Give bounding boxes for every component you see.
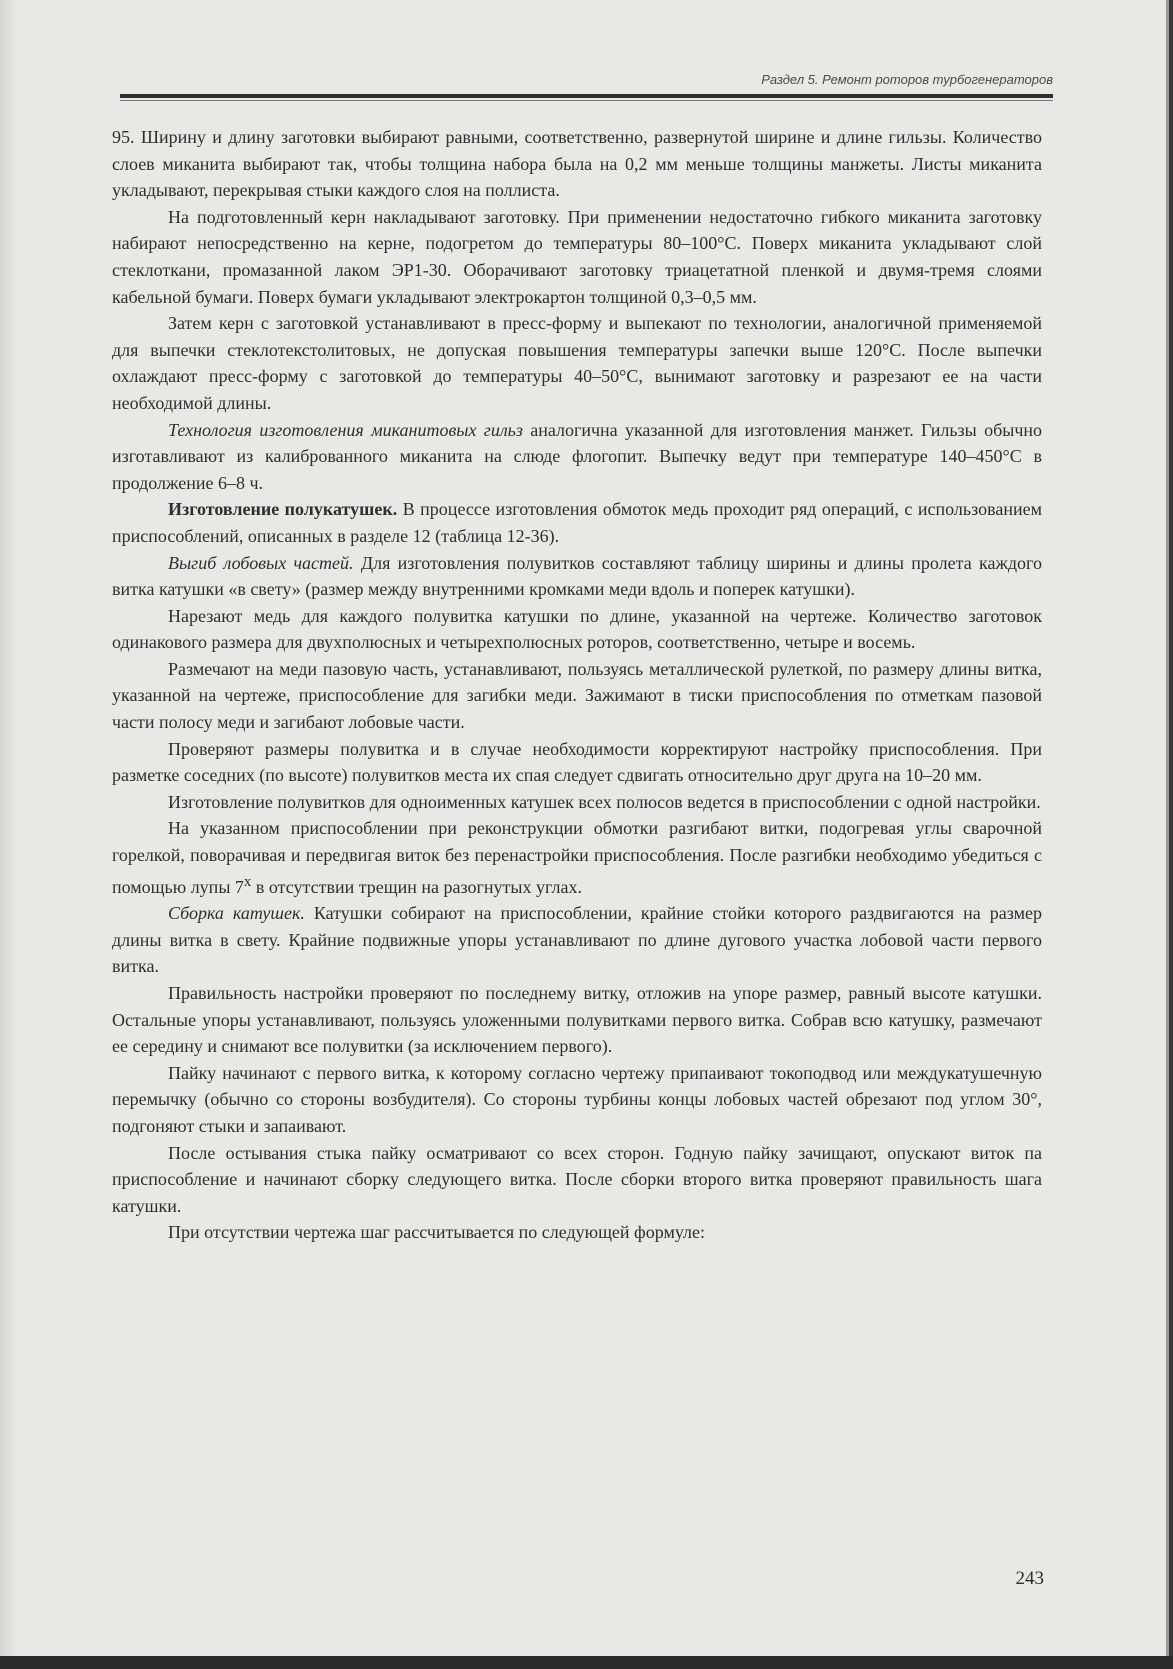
running-header bbox=[120, 60, 1053, 104]
paragraph bbox=[112, 1219, 1042, 1246]
header-rule-thin bbox=[120, 100, 1053, 101]
paragraph-text: аналогична указанной для изготовления манжет. Гильзы обычно изготавливают из калиброванного миканита на слюде флогопит. Выпечку ведут при температуре 140–450°С в продолжение 6–8 ч. bbox=[112, 419, 1043, 493]
magnification-superscript: x bbox=[243, 873, 252, 890]
paragraph-text: В процессе изготовления обмоток медь проходит ряд операций, с использованием приспособлений, описанных в разделе 12 (таблица 12-36). bbox=[112, 499, 1042, 546]
binding-shadow bbox=[0, 0, 18, 1656]
paragraph bbox=[112, 310, 1042, 416]
paragraph-text: Нарезают медь для каждого полувитка катушки по длине, указанной на чертеже. Количество заготовок одинакового размера для двухполюсных и четырехполюсных роторов, соответственно, четыре и восемь. bbox=[112, 605, 1042, 653]
paragraph-lead-italic: Выгиб лобовых частей. bbox=[168, 552, 354, 573]
paragraph-text: На подготовленный керн накладывают заготовку. При применении недостаточно гибкого миканита заготовку набирают непосредственно на керне, подогретом до температуры 80–100°С. Поверх миканита укладывают слой стеклоткани, промазанной лаком ЭР1-30. Оборачивают заготовку триацетатной пленкой и двумя-тремя слоями кабельной бумаги. Поверх бумаги укладывают электрокартон толщиной 0,3–0,5 мм. bbox=[112, 206, 1042, 307]
header-rule bbox=[120, 94, 1053, 98]
paragraph-text: Катушки собирают на приспособлении, крайние стойки которого раздвигаются на размер длины витка в свету. Крайние подвижные упоры устанавливают по длине дугового участка лобовой части первого витка. bbox=[112, 903, 1042, 977]
paragraph bbox=[112, 124, 1042, 204]
paragraph-text-tail: в отсутствии трещин на разогнутых углах. bbox=[251, 876, 582, 897]
paragraph bbox=[112, 815, 1042, 900]
paragraph-text: Пайку начинают с первого витка, к которому согласно чертежу припаивают токоподвод или междукатушечную перемычку (обычно со стороны возбудителя). Со стороны турбины концы лобовых частей обрезают под углом 30°, подгоняют стыки и запаивают. bbox=[112, 1062, 1042, 1136]
paragraph-lead-italic: Технология изготовления миканитовых гильз bbox=[168, 419, 523, 440]
paragraph bbox=[112, 550, 1042, 603]
scan-bottom-edge bbox=[0, 1656, 1173, 1669]
paragraph-text: Затем керн с заготовкой устанавливают в пресс-форму и выпекают по технологии, аналогичной применяемой для выпечки стеклотекстолитовых, не допуская повышения температуры запечки выше 120°С. После выпечки охлаждают пресс-форму с заготовкой до температуры 40–50°С, вынимают заготовку и разрезают ее на части необходимой длины. bbox=[112, 313, 1042, 413]
paragraph-text: Изготовление полувитков для одноименных катушек всех полюсов ведется в приспособлении с одной настройки. bbox=[168, 791, 1041, 812]
paragraph bbox=[112, 736, 1042, 789]
paragraph bbox=[112, 496, 1042, 549]
paragraph bbox=[112, 417, 1042, 497]
paragraph-text: Правильность настройки проверяют по последнему витку, отложив на упоре размер, равный высоте катушки. Остальные упоры устанавливают, пользуясь уложенными полувитками первого витка. Собрав всю катушку, размечают ее середину и снимают все полувитки (за исключением первого). bbox=[112, 983, 1042, 1057]
paragraph bbox=[112, 980, 1042, 1060]
page-body bbox=[112, 124, 1042, 1246]
paragraph bbox=[112, 1140, 1042, 1220]
paragraph bbox=[112, 900, 1042, 980]
running-title: Раздел 5. Ремонт роторов турбогенераторов bbox=[761, 72, 1053, 87]
page-number: 243 bbox=[1015, 1568, 1044, 1589]
paragraph-text: Размечают на меди пазовую часть, устанавливают, пользуясь металлической рулеткой, по размеру длины витка, указанной на чертеже, приспособление для загибки меди. Зажимают в тиски приспособления по отметкам пазовой части полосу меди и загибают лобовые части. bbox=[112, 658, 1042, 733]
paragraph bbox=[112, 789, 1042, 816]
paragraph bbox=[112, 603, 1042, 656]
paragraph-lead-bold: Изготовление полукатушек. bbox=[168, 499, 398, 520]
paragraph bbox=[112, 204, 1042, 310]
paragraph-text: 95. Ширину и длину заготовки выбирают равными, соответственно, развернутой ширине и длине гильзы. Количество слоев миканита выбирают так, чтобы толщина набора была на 0,2 мм меньше толщины манжеты. Листы миканита укладывают, перекрывая стыки каждого слоя на поллиста. bbox=[112, 127, 1042, 201]
paragraph bbox=[112, 656, 1042, 736]
paragraph bbox=[112, 1060, 1042, 1140]
paragraph-text: На указанном приспособлении при реконструкции обмотки разгибают витки, подогревая углы сварочной горелкой, поворачивая и передвигая виток без перенастройки приспособления. После разгибки необходимо убедиться с помощью лупы 7 bbox=[112, 818, 1042, 897]
paragraph-text: При отсутствии чертежа шаг рассчитывается по следующей формуле: bbox=[168, 1222, 706, 1243]
paragraph-lead-italic: Сборка катушек. bbox=[168, 903, 305, 924]
paragraph-text: После остывания стыка пайку осматривают со всех сторон. Годную пайку зачищают, опускают виток па приспособление и начинают сборку следующего витка. После сборки второго витка проверяют правильность шага катушки. bbox=[112, 1142, 1042, 1216]
paragraph-text: Для изготовления полувитков составляют таблицу ширины и длины пролета каждого витка катушки «в свету» (размер между внутренними кромками меди вдоль и поперек катушки). bbox=[112, 552, 1042, 600]
paragraph-text: Проверяют размеры полувитка и в случае необходимости корректируют настройку приспособления. При разметке соседних (по высоте) полувитков места их спая следует сдвигать относительно друг друга на 10–20 мм. bbox=[112, 738, 1042, 786]
